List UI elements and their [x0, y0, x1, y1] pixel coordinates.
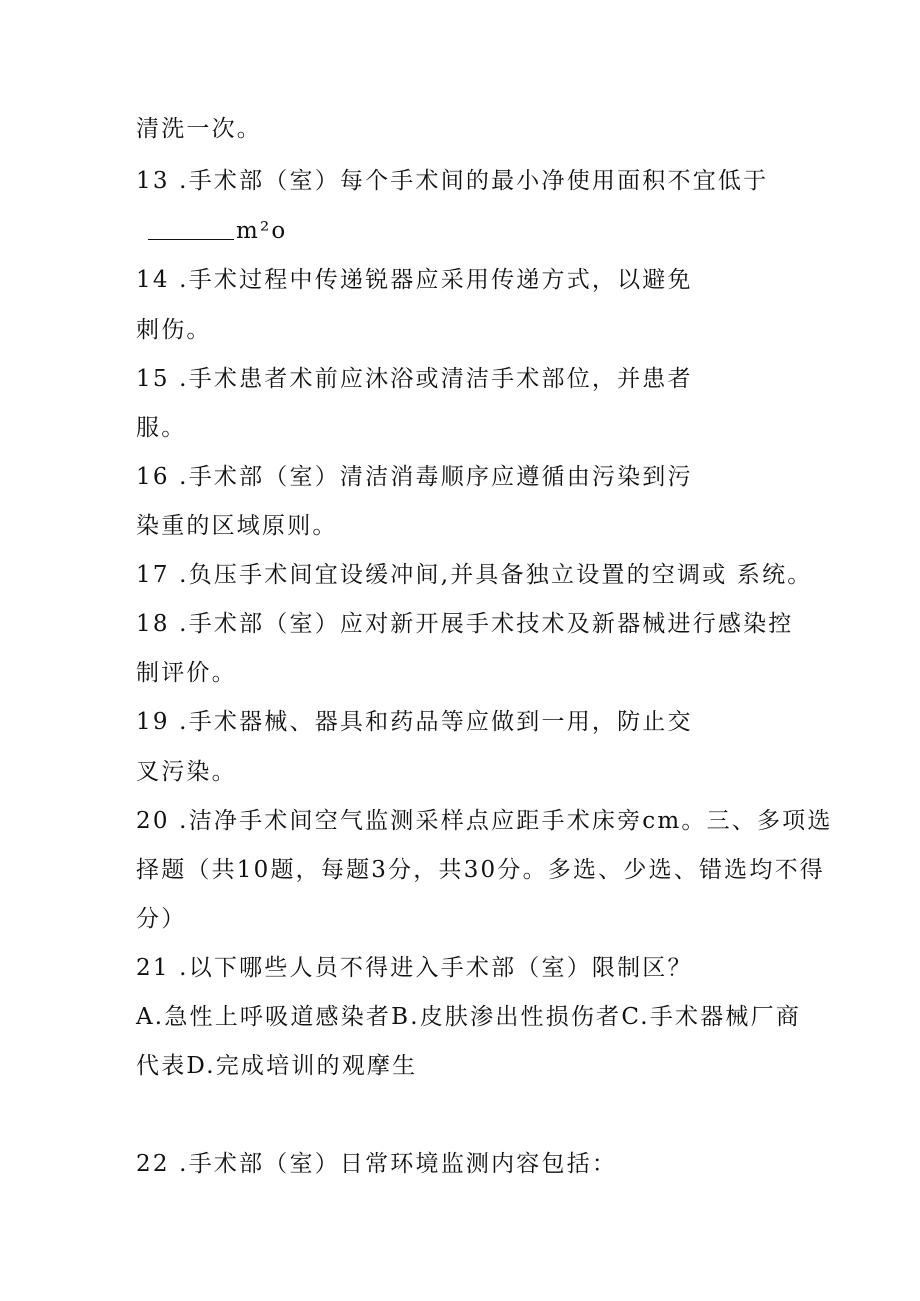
question-14: 14 .手术过程中传递锐器应采用传递方式，以避免 — [136, 267, 693, 293]
section-three-heading-cont: 分） — [136, 906, 187, 932]
question-13-blank-line — [148, 216, 287, 246]
question-21-options-cont: 代表D.完成培训的观摩生 — [136, 1053, 418, 1079]
question-21-options: A.急性上呼吸道感染者B.皮肤渗出性损伤者C.手术器械厂商 — [136, 1004, 802, 1030]
question-22: 22 .手术部（室）日常环境监测内容包括： — [136, 1151, 618, 1177]
question-18-cont: 制评价。 — [136, 660, 237, 686]
question-15-cont: 服。 — [136, 415, 187, 441]
question-16-cont: 染重的区域原则。 — [136, 513, 338, 539]
question-18: 18 .手术部（室）应对新开展手术技术及新器械进行感染控 — [136, 611, 794, 637]
question-17: 17 .负压手术间宜设缓冲间,并具备独立设置的空调或 系统。 — [136, 562, 813, 588]
question-20: 20 .洁净手术间空气监测采样点应距手术床旁cm。三、多项选 — [136, 808, 833, 834]
question-16: 16 .手术部（室）清洁消毒顺序应遵循由污染到污 — [136, 464, 693, 490]
section-three-heading: 择题（共10题，每题3分，共30分。多选、少选、错选均不得 — [136, 857, 825, 883]
question-14-cont: 刺伤。 — [136, 317, 212, 343]
question-19: 19 .手术器械、器具和药品等应做到一用，防止交 — [136, 709, 693, 735]
question-13: 13 .手术部（室）每个手术间的最小净使用面积不宜低于 — [136, 168, 769, 194]
question-19-cont: 叉污染。 — [136, 759, 237, 785]
question-15: 15 .手术患者术前应沐浴或清洁手术部位，并患者 — [136, 366, 693, 392]
answer-blank — [148, 221, 234, 240]
question-21: 21 .以下哪些人员不得进入手术部（室）限制区？ — [136, 955, 693, 981]
unit-text: m²o — [236, 218, 288, 244]
text-line-1: 清洗一次。 — [136, 116, 262, 142]
